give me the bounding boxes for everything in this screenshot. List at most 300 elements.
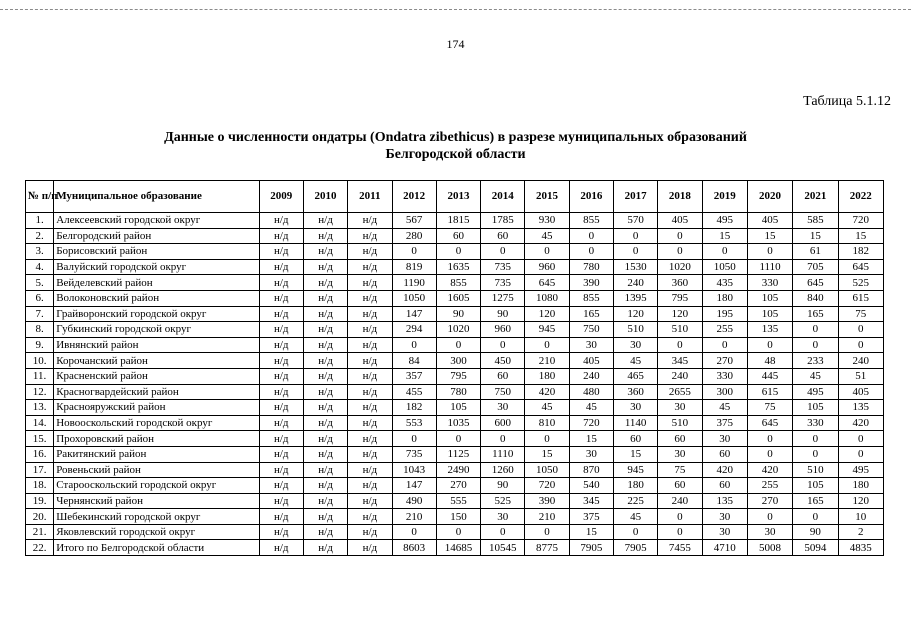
row-value: 15	[613, 446, 657, 462]
row-value: н/д	[259, 275, 303, 291]
row-value: н/д	[303, 524, 347, 540]
row-value: 294	[392, 322, 436, 338]
row-value: 0	[747, 431, 792, 447]
row-value: 585	[793, 213, 838, 229]
row-value: 735	[481, 259, 525, 275]
row-value: 2490	[436, 462, 480, 478]
row-value: н/д	[303, 415, 347, 431]
row-municipality: Грайворонский городской округ	[54, 306, 259, 322]
row-value: 45	[793, 368, 838, 384]
row-municipality: Итого по Белгородской области	[54, 540, 259, 556]
row-value: 780	[436, 384, 480, 400]
row-municipality: Красненский район	[54, 368, 259, 384]
row-value: 375	[569, 509, 613, 525]
row-value: 360	[658, 275, 702, 291]
row-value: 15	[747, 228, 792, 244]
row-value: 555	[436, 493, 480, 509]
row-number: 22.	[26, 540, 54, 556]
row-value: 360	[613, 384, 657, 400]
row-municipality: Старооскольский городской округ	[54, 478, 259, 494]
row-value: 105	[793, 400, 838, 416]
row-number: 13.	[26, 400, 54, 416]
row-value: н/д	[303, 384, 347, 400]
row-value: н/д	[259, 290, 303, 306]
row-value: 90	[481, 306, 525, 322]
row-value: 1190	[392, 275, 436, 291]
row-value: н/д	[348, 275, 392, 291]
row-value: 210	[525, 353, 569, 369]
row-value: 233	[793, 353, 838, 369]
row-municipality: Красногвардейский район	[54, 384, 259, 400]
row-number: 12.	[26, 384, 54, 400]
row-value: 445	[747, 368, 792, 384]
page-number: 174	[446, 37, 465, 51]
row-value: 0	[481, 524, 525, 540]
row-value: 0	[569, 244, 613, 260]
row-value: 750	[481, 384, 525, 400]
row-value: 1020	[658, 259, 702, 275]
row-value: н/д	[303, 400, 347, 416]
table-row	[26, 337, 884, 353]
row-value: 855	[436, 275, 480, 291]
row-number: 10.	[26, 353, 54, 369]
row-value: 1080	[525, 290, 569, 306]
row-value: 15	[569, 524, 613, 540]
row-value: н/д	[259, 244, 303, 260]
table-row	[26, 353, 884, 369]
row-value: 4835	[838, 540, 883, 556]
row-value: 553	[392, 415, 436, 431]
row-value: н/д	[259, 400, 303, 416]
row-value: 0	[436, 524, 480, 540]
header-year: 2015	[525, 181, 569, 213]
row-value: 90	[793, 524, 838, 540]
row-value: 61	[793, 244, 838, 260]
row-value: 0	[793, 509, 838, 525]
row-value: 0	[838, 431, 883, 447]
row-value: 0	[793, 431, 838, 447]
row-value: 945	[525, 322, 569, 338]
row-value: 435	[702, 275, 747, 291]
row-value: 10	[838, 509, 883, 525]
row-value: 375	[702, 415, 747, 431]
row-value: 0	[613, 228, 657, 244]
row-value: 45	[702, 400, 747, 416]
row-value: н/д	[259, 384, 303, 400]
row-value: 345	[658, 353, 702, 369]
row-value: н/д	[348, 415, 392, 431]
row-value: 1785	[481, 213, 525, 229]
row-value: 840	[793, 290, 838, 306]
row-value: 30	[569, 446, 613, 462]
row-value: н/д	[303, 275, 347, 291]
row-value: 30	[747, 524, 792, 540]
row-number: 1.	[26, 213, 54, 229]
row-value: 855	[569, 290, 613, 306]
row-value: н/д	[348, 509, 392, 525]
table-row	[26, 244, 884, 260]
row-value: 1050	[525, 462, 569, 478]
row-value: н/д	[348, 259, 392, 275]
page-edge-line	[0, 9, 911, 10]
row-value: 300	[702, 384, 747, 400]
row-value: 720	[569, 415, 613, 431]
row-value: н/д	[259, 524, 303, 540]
row-value: 75	[747, 400, 792, 416]
row-value: 495	[838, 462, 883, 478]
row-value: 0	[481, 431, 525, 447]
row-value: 135	[838, 400, 883, 416]
table-title-line-2: Белгородской области	[385, 147, 526, 162]
table-row	[26, 462, 884, 478]
row-value: 90	[436, 306, 480, 322]
row-value: н/д	[348, 493, 392, 509]
row-value: 510	[613, 322, 657, 338]
row-value: 45	[525, 228, 569, 244]
table-row	[26, 275, 884, 291]
row-value: 0	[436, 337, 480, 353]
row-value: 60	[658, 478, 702, 494]
row-number: 6.	[26, 290, 54, 306]
row-value: 0	[658, 228, 702, 244]
header-year: 2013	[436, 181, 480, 213]
row-value: 30	[481, 509, 525, 525]
row-value: 240	[658, 493, 702, 509]
row-value: н/д	[303, 478, 347, 494]
table-title	[0, 129, 911, 163]
row-value: 51	[838, 368, 883, 384]
row-value: 750	[569, 322, 613, 338]
row-value: 465	[613, 368, 657, 384]
row-value: 567	[392, 213, 436, 229]
header-year: 2019	[702, 181, 747, 213]
row-value: 120	[838, 493, 883, 509]
table-row	[26, 431, 884, 447]
row-value: 1125	[436, 446, 480, 462]
table-row	[26, 415, 884, 431]
row-value: 420	[702, 462, 747, 478]
row-value: 0	[793, 337, 838, 353]
header-year: 2022	[838, 181, 883, 213]
row-value: н/д	[303, 431, 347, 447]
row-value: н/д	[259, 368, 303, 384]
row-value: 0	[838, 446, 883, 462]
row-number: 4.	[26, 259, 54, 275]
row-value: 330	[793, 415, 838, 431]
header-year: 2010	[303, 181, 347, 213]
table-body	[26, 213, 884, 556]
row-value: 645	[525, 275, 569, 291]
row-value: 0	[702, 244, 747, 260]
row-value: 182	[838, 244, 883, 260]
row-value: 0	[658, 524, 702, 540]
row-value: н/д	[259, 509, 303, 525]
row-value: н/д	[348, 462, 392, 478]
row-value: н/д	[259, 259, 303, 275]
row-value: 1815	[436, 213, 480, 229]
row-value: н/д	[348, 306, 392, 322]
row-value: 30	[569, 337, 613, 353]
row-value: 0	[481, 337, 525, 353]
population-table	[25, 180, 884, 556]
row-value: н/д	[303, 322, 347, 338]
row-value: 147	[392, 306, 436, 322]
row-value: н/д	[259, 446, 303, 462]
row-value: н/д	[303, 509, 347, 525]
row-value: 270	[702, 353, 747, 369]
row-value: 390	[569, 275, 613, 291]
row-number: 19.	[26, 493, 54, 509]
row-value: 0	[525, 337, 569, 353]
row-value: н/д	[303, 368, 347, 384]
row-value: 0	[569, 228, 613, 244]
row-value: н/д	[303, 290, 347, 306]
row-value: 30	[613, 400, 657, 416]
row-value: н/д	[303, 540, 347, 556]
row-value: 405	[569, 353, 613, 369]
row-value: 0	[658, 244, 702, 260]
row-number: 11.	[26, 368, 54, 384]
row-value: 420	[838, 415, 883, 431]
row-value: 60	[481, 228, 525, 244]
row-value: 45	[613, 509, 657, 525]
row-value: 510	[658, 322, 702, 338]
row-value: 182	[392, 400, 436, 416]
row-value: 84	[392, 353, 436, 369]
row-value: 105	[436, 400, 480, 416]
row-value: н/д	[259, 353, 303, 369]
row-value: 1043	[392, 462, 436, 478]
row-value: н/д	[348, 353, 392, 369]
header-year: 2018	[658, 181, 702, 213]
row-value: 795	[658, 290, 702, 306]
row-value: 225	[613, 493, 657, 509]
row-value: 645	[793, 275, 838, 291]
row-value: 0	[481, 244, 525, 260]
row-value: 0	[392, 524, 436, 540]
row-value: 1110	[747, 259, 792, 275]
row-value: 1110	[481, 446, 525, 462]
row-value: 735	[392, 446, 436, 462]
row-value: н/д	[348, 244, 392, 260]
row-value: 30	[613, 337, 657, 353]
row-value: 645	[747, 415, 792, 431]
row-value: 1050	[702, 259, 747, 275]
row-number: 7.	[26, 306, 54, 322]
row-value: 60	[702, 446, 747, 462]
row-municipality: Ивнянский район	[54, 337, 259, 353]
row-value: 15	[838, 228, 883, 244]
row-value: н/д	[348, 384, 392, 400]
row-value: н/д	[259, 415, 303, 431]
row-value: 280	[392, 228, 436, 244]
row-value: 0	[392, 244, 436, 260]
row-value: 45	[569, 400, 613, 416]
row-value: 5008	[747, 540, 792, 556]
row-value: 0	[747, 509, 792, 525]
row-value: 1605	[436, 290, 480, 306]
row-value: 510	[793, 462, 838, 478]
row-value: 405	[747, 213, 792, 229]
row-value: н/д	[348, 446, 392, 462]
row-value: 60	[658, 431, 702, 447]
row-value: 240	[658, 368, 702, 384]
row-value: 165	[793, 493, 838, 509]
row-municipality: Ракитянский район	[54, 446, 259, 462]
row-value: 357	[392, 368, 436, 384]
row-number: 21.	[26, 524, 54, 540]
row-value: 30	[702, 431, 747, 447]
row-municipality: Яковлевский городской округ	[54, 524, 259, 540]
table-row	[26, 290, 884, 306]
row-value: 525	[481, 493, 525, 509]
row-value: н/д	[348, 228, 392, 244]
row-value: 300	[436, 353, 480, 369]
row-value: 705	[793, 259, 838, 275]
table-label: Таблица 5.1.12	[803, 94, 891, 109]
row-value: 180	[613, 478, 657, 494]
row-value: 180	[525, 368, 569, 384]
row-value: 0	[613, 524, 657, 540]
row-value: 720	[838, 213, 883, 229]
row-number: 14.	[26, 415, 54, 431]
row-value: 2	[838, 524, 883, 540]
row-value: 180	[838, 478, 883, 494]
table-row	[26, 228, 884, 244]
header-year: 2014	[481, 181, 525, 213]
row-municipality: Краснояружский район	[54, 400, 259, 416]
row-value: 15	[525, 446, 569, 462]
row-value: 180	[702, 290, 747, 306]
row-municipality: Валуйский городской округ	[54, 259, 259, 275]
row-value: 5094	[793, 540, 838, 556]
row-value: н/д	[259, 540, 303, 556]
row-value: 0	[658, 509, 702, 525]
row-value: 30	[702, 524, 747, 540]
row-value: н/д	[303, 462, 347, 478]
row-value: 735	[481, 275, 525, 291]
row-value: 0	[525, 431, 569, 447]
row-value: 75	[838, 306, 883, 322]
row-value: 2655	[658, 384, 702, 400]
row-value: н/д	[348, 431, 392, 447]
row-municipality: Ровеньский район	[54, 462, 259, 478]
row-value: н/д	[348, 524, 392, 540]
row-value: 7905	[569, 540, 613, 556]
row-value: 0	[793, 446, 838, 462]
header-year: 2009	[259, 181, 303, 213]
row-value: 1395	[613, 290, 657, 306]
row-value: 15	[793, 228, 838, 244]
row-value: 1275	[481, 290, 525, 306]
row-value: 490	[392, 493, 436, 509]
row-value: н/д	[348, 540, 392, 556]
row-value: 1050	[392, 290, 436, 306]
row-value: 255	[702, 322, 747, 338]
row-value: 270	[436, 478, 480, 494]
row-value: 0	[838, 337, 883, 353]
row-value: 10545	[481, 540, 525, 556]
table-row	[26, 384, 884, 400]
row-value: н/д	[303, 493, 347, 509]
row-value: 0	[702, 337, 747, 353]
row-value: 60	[481, 368, 525, 384]
row-value: 45	[525, 400, 569, 416]
row-value: 405	[658, 213, 702, 229]
header-year: 2012	[392, 181, 436, 213]
row-value: 450	[481, 353, 525, 369]
row-value: н/д	[303, 259, 347, 275]
row-value: 345	[569, 493, 613, 509]
row-value: 30	[658, 446, 702, 462]
row-value: н/д	[348, 322, 392, 338]
row-municipality: Белгородский район	[54, 228, 259, 244]
row-value: 540	[569, 478, 613, 494]
table-title-line-1: Данные о численности ондатры (Ondatra zibethicus) в разрезе муниципальных образований	[164, 130, 747, 145]
row-value: 810	[525, 415, 569, 431]
table-header-row	[26, 181, 884, 213]
row-value: 90	[481, 478, 525, 494]
row-value: 1020	[436, 322, 480, 338]
row-value: 105	[747, 306, 792, 322]
row-value: 255	[747, 478, 792, 494]
row-value: н/д	[259, 431, 303, 447]
row-value: 240	[569, 368, 613, 384]
row-value: 455	[392, 384, 436, 400]
row-value: н/д	[303, 446, 347, 462]
row-value: 30	[702, 509, 747, 525]
table-row	[26, 213, 884, 229]
row-value: 195	[702, 306, 747, 322]
row-value: н/д	[303, 244, 347, 260]
row-number: 9.	[26, 337, 54, 353]
row-value: н/д	[259, 306, 303, 322]
row-number: 3.	[26, 244, 54, 260]
row-municipality: Волоконовский район	[54, 290, 259, 306]
row-value: 75	[658, 462, 702, 478]
row-value: н/д	[348, 400, 392, 416]
row-value: 0	[525, 524, 569, 540]
header-year: 2011	[348, 181, 392, 213]
row-value: 8603	[392, 540, 436, 556]
row-value: 105	[793, 478, 838, 494]
row-municipality: Алексеевский городской округ	[54, 213, 259, 229]
row-value: 615	[838, 290, 883, 306]
row-value: 270	[747, 493, 792, 509]
table-row	[26, 493, 884, 509]
row-value: 480	[569, 384, 613, 400]
row-value: 45	[613, 353, 657, 369]
row-value: 165	[569, 306, 613, 322]
row-value: 855	[569, 213, 613, 229]
row-value: 240	[613, 275, 657, 291]
row-municipality: Губкинский городской округ	[54, 322, 259, 338]
row-value: 495	[702, 213, 747, 229]
header-year: 2017	[613, 181, 657, 213]
row-value: 240	[838, 353, 883, 369]
row-value: 405	[838, 384, 883, 400]
row-municipality: Корочанский район	[54, 353, 259, 369]
row-value: 4710	[702, 540, 747, 556]
row-value: 15	[569, 431, 613, 447]
row-value: н/д	[259, 337, 303, 353]
header-year: 2020	[747, 181, 792, 213]
table-row	[26, 368, 884, 384]
row-value: 870	[569, 462, 613, 478]
table-row	[26, 540, 884, 556]
row-value: 14685	[436, 540, 480, 556]
row-value: 15	[702, 228, 747, 244]
